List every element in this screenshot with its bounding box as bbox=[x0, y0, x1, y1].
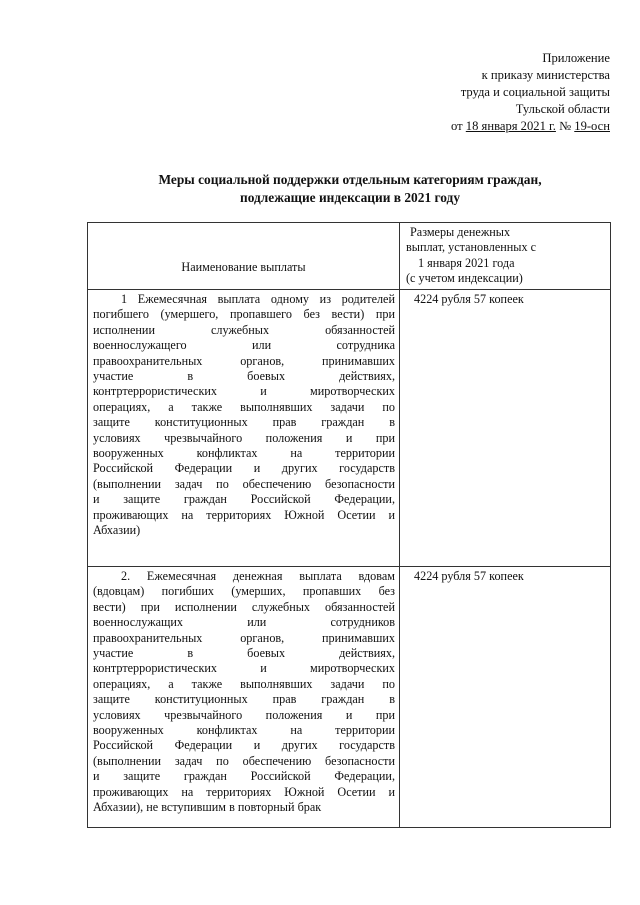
header-cell-amount bbox=[400, 223, 611, 290]
description-line: (выполнении задач по обеспечению безопасности bbox=[93, 476, 395, 491]
description-line: участие в боевых действиях, bbox=[93, 369, 395, 384]
header-amount-line: 1 января 2021 года bbox=[418, 255, 515, 270]
header-amount-line: (с учетом индексации) bbox=[406, 271, 523, 286]
description-line: Российской Федерации и других государств bbox=[93, 461, 395, 476]
appendix-block bbox=[350, 50, 610, 135]
payment-amount: 4224 рубля 57 копеек bbox=[400, 567, 611, 828]
payment-description bbox=[88, 290, 400, 567]
table-row bbox=[88, 567, 611, 828]
appendix-line: к приказу министерства bbox=[481, 68, 610, 82]
description-line: контртеррористических и миротворческих bbox=[93, 384, 395, 399]
title-line: подлежащие индексации в 2021 году bbox=[239, 190, 461, 205]
number-prefix: № bbox=[559, 119, 572, 133]
description-line: вести) при исполнении служебных обязанностей bbox=[93, 599, 395, 614]
description-line: военнослужащих или сотрудников bbox=[93, 615, 395, 630]
description-line: контртеррористических и миротворческих bbox=[93, 661, 395, 676]
order-date-line bbox=[350, 118, 610, 135]
appendix-line: Тульской области bbox=[515, 102, 610, 116]
payment-description bbox=[88, 567, 400, 828]
description-line: защите конституционных прав граждан в bbox=[93, 415, 395, 430]
date-prefix: от bbox=[451, 119, 463, 133]
description-line: Абхазии) bbox=[93, 523, 141, 538]
description-line: условиях чрезвычайного положения и при bbox=[93, 430, 395, 445]
table-header-row bbox=[88, 223, 611, 290]
description-line: участие в боевых действиях, bbox=[93, 646, 395, 661]
title-line: Меры социальной поддержки отдельным категориям граждан, bbox=[158, 172, 542, 187]
description-line: операциях, а также выполнявших задачи по bbox=[93, 676, 395, 691]
description-line: защите конституционных прав граждан в bbox=[93, 692, 395, 707]
header-amount-line: выплат, установленных с bbox=[406, 240, 537, 255]
description-line: условиях чрезвычайного положения и при bbox=[93, 707, 395, 722]
description-line: 2. Ежемесячная денежная выплата вдовам bbox=[121, 569, 395, 583]
description-line: операциях, а также выполнявших задачи по bbox=[93, 399, 395, 414]
description-line: проживающих на территориях Южной Осетии и bbox=[93, 507, 395, 522]
appendix-line: труда и социальной защиты bbox=[460, 85, 610, 99]
description-line: погибшего (умершего, пропавшего без вести) при bbox=[93, 307, 395, 322]
document-title bbox=[90, 171, 610, 207]
description-line: Российской Федерации и других государств bbox=[93, 738, 395, 753]
description-line: и защите граждан Российской Федерации, bbox=[93, 769, 395, 784]
description-line: (выполнении задач по обеспечению безопасности bbox=[93, 753, 395, 768]
description-line: и защите граждан Российской Федерации, bbox=[93, 492, 395, 507]
table-row bbox=[88, 290, 611, 567]
description-line: правоохранительных органов, принимавших bbox=[93, 353, 395, 368]
payments-table bbox=[87, 222, 611, 828]
description-line: правоохранительных органов, принимавших bbox=[93, 630, 395, 645]
description-line: 1 Ежемесячная выплата одному из родителей bbox=[121, 292, 395, 306]
appendix-line: Приложение bbox=[542, 51, 610, 65]
description-line: вооруженных конфликтах на территории bbox=[93, 723, 395, 738]
header-cell-name: Наименование выплаты bbox=[88, 223, 400, 290]
description-line: военнослужащего или сотрудника bbox=[93, 338, 395, 353]
description-line: исполнении служебных обязанностей bbox=[93, 322, 395, 337]
header-amount-line: Размеры денежных bbox=[410, 225, 511, 239]
description-line: вооруженных конфликтах на территории bbox=[93, 446, 395, 461]
description-line: (вдовцам) погибших (умерших, пропавших без bbox=[93, 584, 395, 599]
description-line: проживающих на территориях Южной Осетии и bbox=[93, 784, 395, 799]
order-number: 19-осн bbox=[574, 119, 610, 133]
description-line: Абхазии), не вступившим в повторный брак bbox=[93, 800, 322, 815]
order-date: 18 января 2021 г. bbox=[465, 119, 556, 133]
payment-amount: 4224 рубля 57 копеек bbox=[400, 290, 611, 567]
